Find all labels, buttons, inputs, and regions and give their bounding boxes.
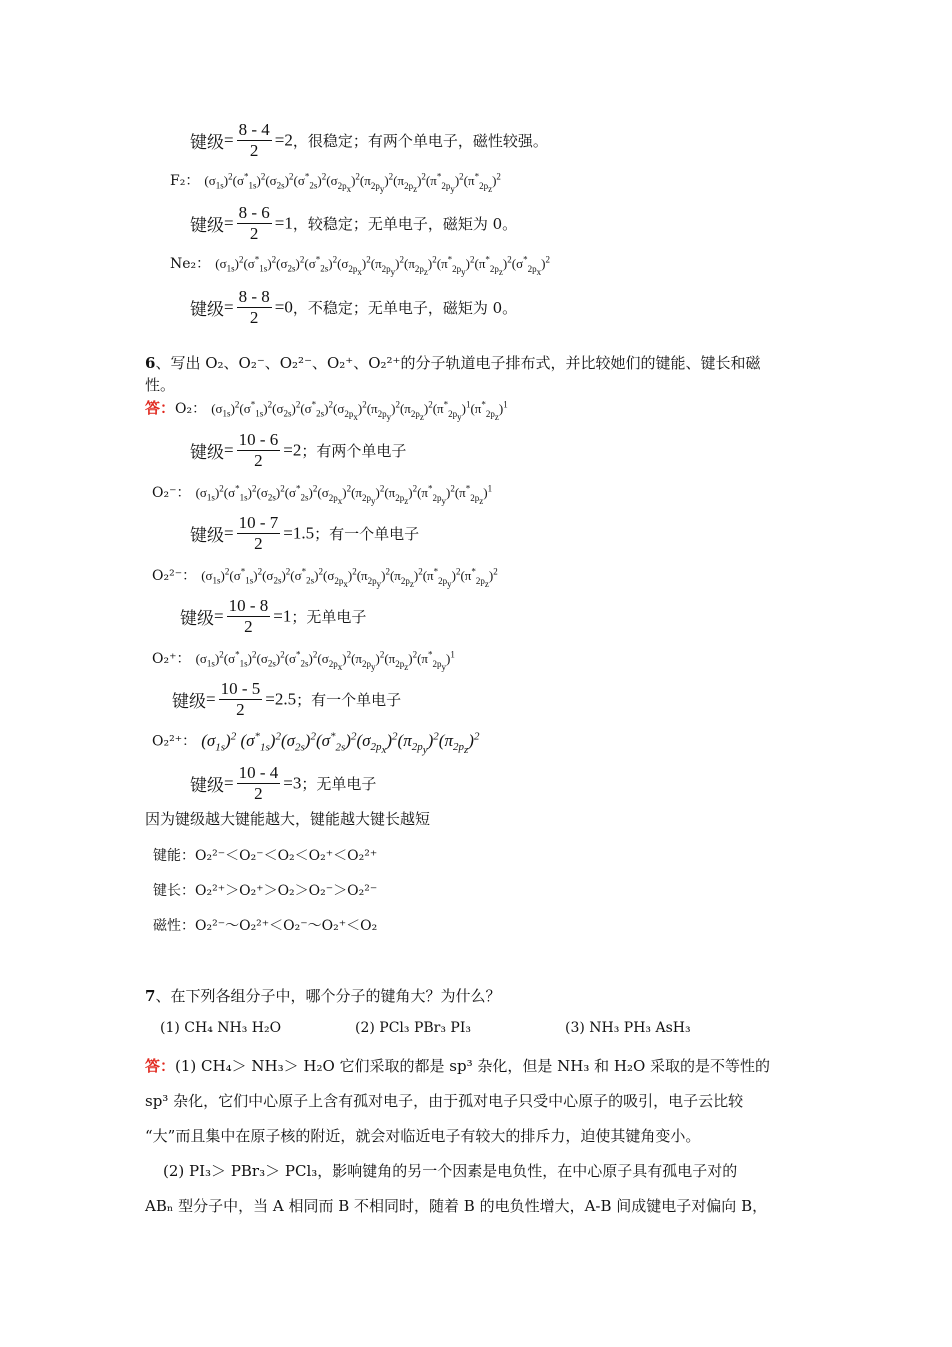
answer-7-line-4: (2) PI₃＞ PBr₃＞ PCl₃，影响键角的另一个因素是电负性，在中心原子具有孤电子对的 xyxy=(163,1162,738,1180)
o2-2plus-config: O₂²⁺： $(\sigma_{1s})^2$ $(\sigma^*_{1s})^2(\sigma_{2s})^2(\sigma^*_{2s})^2(\sigma_{2p_x})^2(\pi_{2p_y})^2(\pi_{2p_z})^2$ xyxy=(152,730,480,757)
o2-bond-order: 键级= $\frac{10 - 6}{2}$ =2；有两个单电子 xyxy=(190,430,407,470)
answer-7-line-1: 答：(1) CH₄＞ NH₃＞ H₂O 它们采取的都是 sp³ 杂化，但是 NH₃ 和 H₂O 采取的是不等性的 xyxy=(145,1057,771,1075)
ne2-config: Ne₂： $(\sigma_{1s})^2(\sigma^*_{1s})^2(\sigma_{2s})^2(\sigma^*_{2s})^2(\sigma_{2p_x})^2(\pi_{2p_y})^2(\pi_{2p_z})^2(\pi^*_{2p_y})^2(\pi^*_{2p_z})^2(\sigma^*_{2p_x})^2$ xyxy=(170,254,550,277)
o2-minus-config: O₂⁻： $(\sigma_{1s})^2(\sigma^*_{1s})^2(\sigma_{2s})^2(\sigma^*_{2s})^2(\sigma_{2p_x})^2(\pi_{2p_y})^2(\pi_{2p_z})^2(\pi^*_{2p_y})^2(\pi^*_{2p_z})^1$ xyxy=(152,483,493,506)
conclusion: 因为键级越大键能越大，键能越大键长越短 xyxy=(145,810,431,828)
group-1: (1) CH₄ NH₃ H₂O xyxy=(160,1020,282,1036)
answer-label: 答： xyxy=(145,1057,176,1075)
o2-2plus-bond-order: 键级= $\frac{10 - 4}{2}$ =3；无单电子 xyxy=(190,763,377,803)
f2-config: F₂： $(\sigma_{1s})^2(\sigma^*_{1s})^2(\sigma_{2s})^2(\sigma^*_{2s})^2(\sigma_{2p_x})^2(\pi_{2p_y})^2(\pi_{2p_z})^2(\pi^*_{2p_y})^2(\pi^*_{2p_z})^2$ xyxy=(170,171,501,194)
group-3: (3) NH₃ PH₃ AsH₃ xyxy=(565,1020,691,1036)
o2-2minus-config: O₂²⁻： $(\sigma_{1s})^2(\sigma^*_{1s})^2(\sigma_{2s})^2(\sigma^*_{2s})^2(\sigma_{2p_x})^2(\pi_{2p_y})^2(\pi_{2p_z})^2(\pi^*_{2p_y})^2(\pi^*_{2p_z})^2$ xyxy=(152,566,498,589)
bond-length-order: 键长：O₂²⁺＞O₂⁺＞O₂＞O₂⁻＞O₂²⁻ xyxy=(153,883,378,899)
answer-label: 答： xyxy=(145,399,176,417)
o2-plus-config: O₂⁺： $(\sigma_{1s})^2(\sigma^*_{1s})^2(\sigma_{2s})^2(\sigma^*_{2s})^2(\sigma_{2p_x})^2(\pi_{2p_y})^2(\pi_{2p_z})^2(\pi^*_{2p_y})^1$ xyxy=(152,649,455,672)
o2-config: 答：O₂： $(\sigma_{1s})^2(\sigma^*_{1s})^2(\sigma_{2s})^2(\sigma^*_{2s})^2(\sigma_{2p_x})^2(\pi_{2p_y})^2(\pi_{2p_z})^2(\pi^*_{2p_y})^1(\pi^*_{2p_z})^1$ xyxy=(145,399,508,422)
o2-minus-bond-order: 键级= $\frac{10 - 7}{2}$ =1.5；有一个单电子 xyxy=(190,513,420,553)
bond-order-line-3: 键级= $\frac{8 - 8}{2}$ =0，不稳定；无单电子，磁矩为 0。 xyxy=(190,287,518,327)
o2-2minus-bond-order: 键级= $\frac{10 - 8}{2}$ =1；无单电子 xyxy=(180,596,367,636)
answer-7-line-5: ABₙ 型分子中，当 A 相同而 B 不相同时，随着 B 的电负性增大，A-B 间成键电子对偏向 B， xyxy=(145,1197,768,1215)
bond-order-line-1: 键级= $\frac{8 - 4}{2}$ =2，很稳定；有两个单电子，磁性较强。 xyxy=(190,120,548,160)
group-2: (2) PCl₃ PBr₃ PI₃ xyxy=(355,1020,471,1036)
bond-order-line-2: 键级= $\frac{8 - 6}{2}$ =1，较稳定；无单电子，磁矩为 0。 xyxy=(190,203,518,243)
bond-energy-order: 键能：O₂²⁻＜O₂⁻＜O₂＜O₂⁺＜O₂²⁺ xyxy=(153,848,378,864)
answer-7-line-3: “大”而且集中在原子核的附近，就会对临近电子有较大的排斥力，迫使其键角变小。 xyxy=(145,1127,701,1145)
fraction: $\frac{8 - 4}{2}$ xyxy=(238,120,270,160)
question-7: 7、在下列各组分子中，哪个分子的键角大？为什么？ xyxy=(145,987,501,1005)
answer-7-line-2: sp³ 杂化，它们中心原子上含有孤对电子，由于孤对电子只受中心原子的吸引，电子云比较 xyxy=(145,1092,744,1110)
bond-order-label: 键级 xyxy=(190,133,224,153)
o2-plus-bond-order: 键级= $\frac{10 - 5}{2}$ =2.5；有一个单电子 xyxy=(172,679,402,719)
question-6-cont: 性。 xyxy=(145,376,176,394)
magnetism-order: 磁性：O₂²⁻～O₂²⁺＜O₂⁻～O₂⁺＜O₂ xyxy=(153,918,378,934)
question-6: 6、写出 O₂、O₂⁻、O₂²⁻、O₂⁺、O₂²⁺的分子轨道电子排布式，并比较她们的键能、键长和磁 xyxy=(145,354,761,372)
